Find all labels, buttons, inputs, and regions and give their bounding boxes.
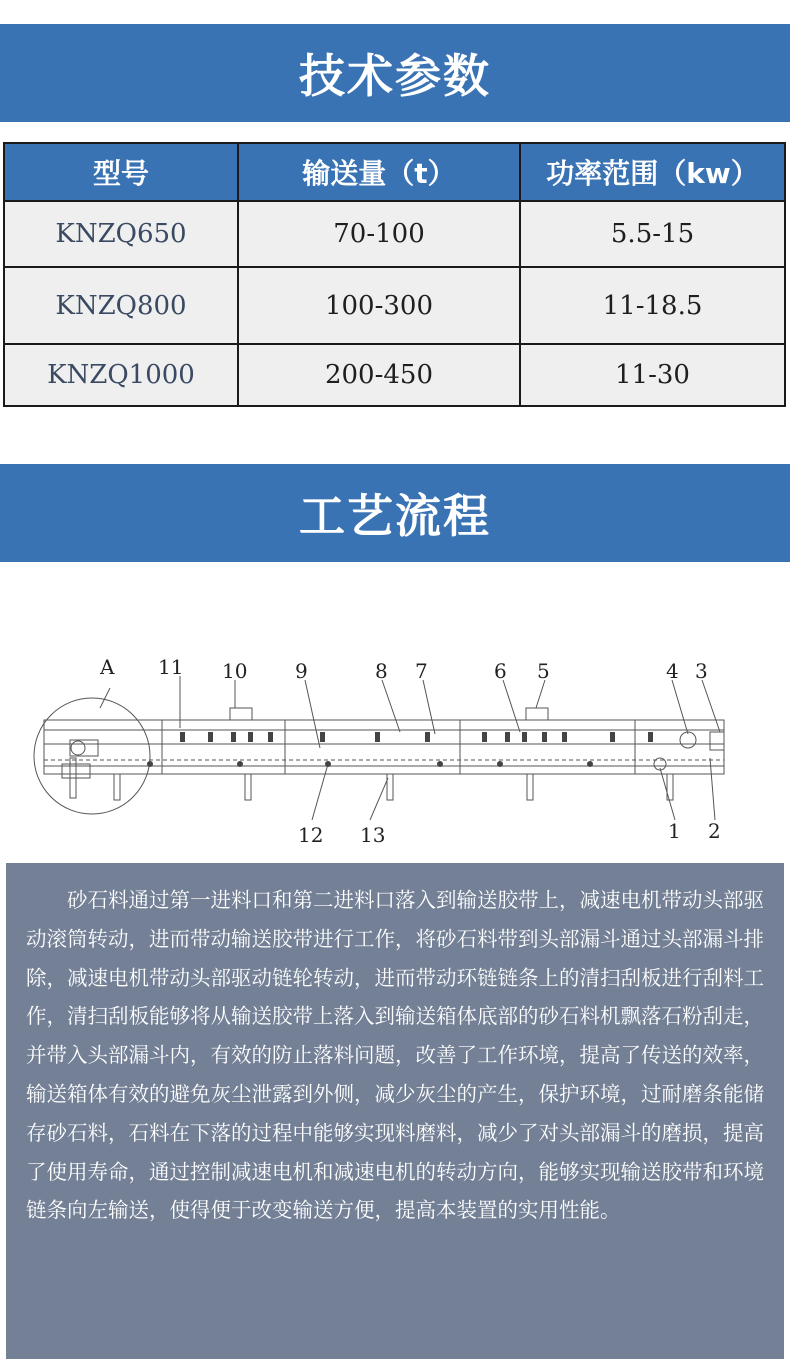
section-title-process: 工艺流程 <box>299 489 491 543</box>
section-title-specs: 技术参数 <box>299 49 491 103</box>
header-model: 型号 <box>4 143 238 201</box>
cell-power: 11-18.5 <box>520 267 785 344</box>
inlet-5 <box>526 708 548 720</box>
diagram-label: 7 <box>415 659 428 683</box>
diagram-label: 10 <box>222 659 248 683</box>
diagram-label: 2 <box>708 819 721 843</box>
inlet-10 <box>230 708 252 720</box>
diagram-label: 13 <box>360 823 386 847</box>
cell-model: KNZQ650 <box>4 201 238 267</box>
conveyor-diagram <box>30 648 760 858</box>
cell-power: 11-30 <box>520 344 785 406</box>
diagram-label: A <box>100 655 115 679</box>
table-row <box>4 267 785 344</box>
cell-power: 5.5-15 <box>520 201 785 267</box>
conveyor-drawing <box>30 648 760 858</box>
diagram-label: 4 <box>666 659 679 683</box>
cell-model: KNZQ1000 <box>4 344 238 406</box>
cell-model: KNZQ800 <box>4 267 238 344</box>
spec-table <box>3 142 786 407</box>
diagram-label: 3 <box>695 659 708 683</box>
cell-capacity: 100-300 <box>238 267 520 344</box>
header-capacity: 输送量（t） <box>238 143 520 201</box>
spec-table-header-row <box>4 143 785 201</box>
diagram-label: 5 <box>537 659 550 683</box>
diagram-label: 12 <box>298 823 324 847</box>
section-banner-specs <box>0 24 790 122</box>
table-row <box>4 201 785 267</box>
process-description: 砂石料通过第一进料口和第二进料口落入到输送胶带上，减速电机带动头部驱动滚筒转动，进而带动输送胶带进行工作，将砂石料带到头部漏斗通过头部漏斗排除，减速电机带动头部驱动链轮转动，进而带动环链链条上的清扫刮板进行刮料工作，清扫刮板能够将从输送胶带上落入到输送箱体底部的砂石料机飘落石粉刮走，并带入头部漏斗内，有效的防止落料问题，改善了工作环境，提高了传送的效率，输送箱体有效的避免灰尘泄露到外侧，减少灰尘的产生，保护环境，过耐磨条能储存砂石料，石料在下落的过程中能够实现料磨料，减少了对头部漏斗的磨损，提高了使用寿命，通过控制减速电机和减速电机的转动方向，能够实现输送胶带和环境链条向左输送，使得便于改变输送方便，提高本装置的实用性能。 <box>6 863 784 1359</box>
diagram-label: 6 <box>494 659 507 683</box>
cell-capacity: 200-450 <box>238 344 520 406</box>
diagram-label: 11 <box>158 655 184 679</box>
diagram-label: 1 <box>668 819 681 843</box>
table-row <box>4 344 785 406</box>
diagram-label: 8 <box>375 659 388 683</box>
header-power: 功率范围（kw） <box>520 143 785 201</box>
cell-capacity: 70-100 <box>238 201 520 267</box>
section-banner-process <box>0 464 790 562</box>
diagram-label: 9 <box>295 659 308 683</box>
